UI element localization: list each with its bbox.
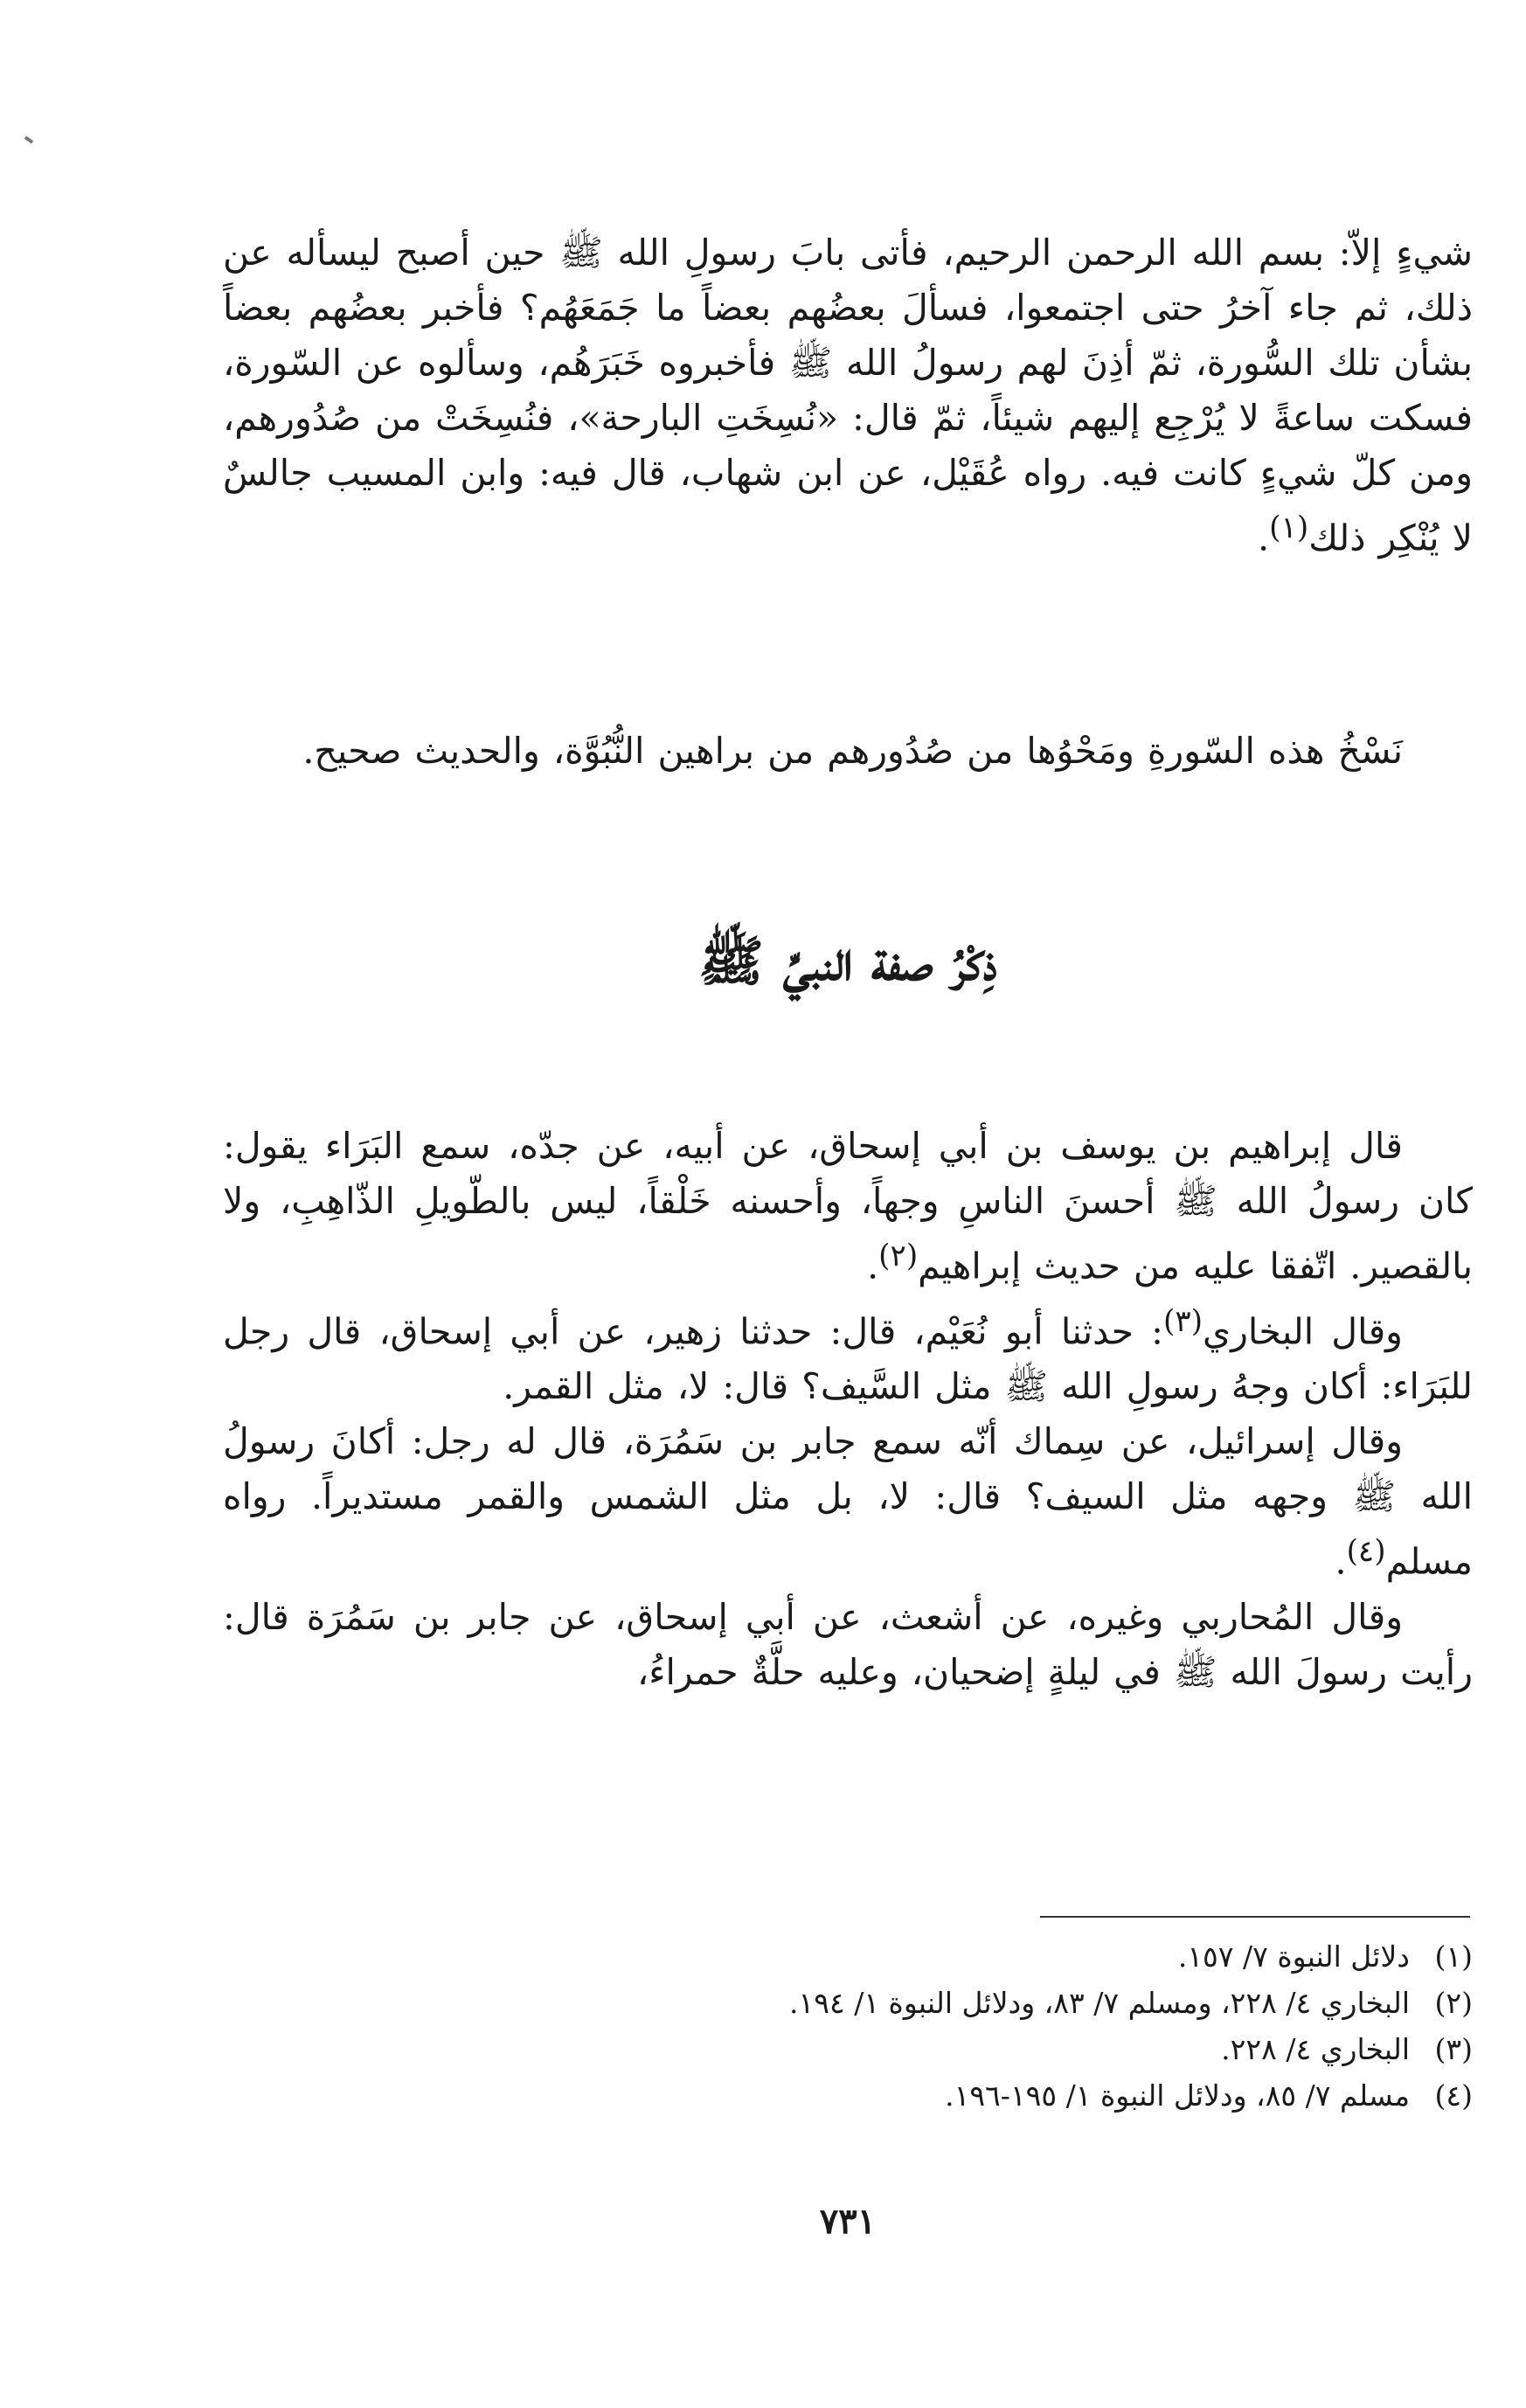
footnote-number: (٤)	[1434, 2078, 1473, 2113]
footnotes-list	[223, 1933, 1473, 2119]
body-paragraph-1-text: قال إبراهيم بن يوسف بن أبي إسحاق، عن أبيه، عن جدّه، سمع البَرَاء يقول: كان رسولُ الله ﷺ أحسنَ الناسِ وجهاً، وأحسنه خَلْقاً، ليس بالطّويلِ الذّاهِبِ، ولا بالقصير. اتّفقا عليه من حديث إبراهيم	[223, 1125, 1473, 1287]
footnote-item	[223, 2026, 1473, 2072]
footnote-text: دلائل النبوة ٧/ ١٥٧.	[1177, 1940, 1410, 1974]
body-paragraph-4: وقال المُحاربي وغيره، عن أشعث، عن أبي إسحاق، عن جابر بن سَمُرَة قال: رأيت رسولَ الله ﷺ في ليلةٍ إضحيان، وعليه حلَّةٌ حمراءُ،	[223, 1595, 1473, 1693]
footnote-item	[223, 1980, 1473, 2026]
body-paragraph-2-tail: : حدثنا أبو نُعَيْم، قال: حدثنا زهير، عن أبي إسحاق، قال رجل للبَرَاء: أكان وجهُ رسولِ الله ﷺ مثل السَّيف؟ قال: لا، مثل القمر.	[223, 1310, 1473, 1408]
body-paragraphs	[223, 1119, 1473, 1700]
body-paragraph-2	[223, 1294, 1473, 1415]
footnote-divider	[1040, 1916, 1470, 1918]
footnote-item	[223, 1933, 1473, 1980]
footnote-ref-3[interactable]: (٣)	[1163, 1303, 1203, 1339]
body-paragraph-3	[223, 1414, 1473, 1590]
footnote-text: البخاري ٤/ ٢٢٨.	[1221, 2032, 1410, 2066]
intro-paragraph-block	[223, 226, 1473, 566]
footnote-item	[223, 2072, 1473, 2119]
footnote-number: (١)	[1434, 1940, 1473, 1974]
body-paragraph-3-tail: .	[1335, 1540, 1347, 1583]
footnote-text: البخاري ٤/ ٢٢٨، ومسلم ٧/ ٨٣، ودلائل النبوة ١/ ١٩٤.	[789, 1986, 1410, 2020]
summary-paragraph-block	[223, 724, 1473, 779]
intro-paragraph: شيءٍ إلاّ: بسم الله الرحمن الرحيم، فأتى بابَ رسولِ الله ﷺ حين أصبح ليسأله عن ذلك، ثم جاء آخرُ حتى اجتمعوا، فسألَ بعضُهم بعضاً ما جَمَعَهُم؟ فأخبر بعضُهم بعضاً بشأن تلك السُّورة، ثمّ أذِنَ لهم رسولُ الله ﷺ فأخبروه خَبَرَهُم، وسألوه عن السّورة، فسكت ساعةً لا يُرْجِع إليهم شيئاً، ثمّ قال: «نُسِخَتِ البارحة»، فنُسِخَتْ من صُدُورهم، ومن كلّ شيءٍ كانت فيه. رواه عُقَيْل، عن ابن شهاب، قال فيه: وابن المسيب جالسٌ لا يُنْكِر ذلك$^{(١)}$.	[223, 232, 1473, 559]
footnote-text: مسلم ٧/ ٨٥، ودلائل النبوة ١/ ١٩٥-١٩٦.	[945, 2078, 1410, 2113]
body-paragraph-1-tail: .	[867, 1245, 879, 1287]
section-heading: ذِكْرُ صفة النبيِّ ﷺ	[698, 929, 997, 993]
footnote-ref-2[interactable]: (٢)	[878, 1239, 919, 1273]
body-paragraph-2-text: وقال البخاري	[1203, 1310, 1403, 1353]
body-paragraph-3-text: وقال إسرائيل، عن سِماك أنّه سمع جابر بن سَمُرَة، قال له رجل: أكانَ رسولُ الله ﷺ وجهه مثل السيف؟ قال: لا، بل مثل الشمس والقمر مستديراً. رواه مسلم	[223, 1420, 1473, 1583]
footnote-ref-1[interactable]: (١)	[1269, 510, 1309, 545]
footnote-number: (٢)	[1434, 1986, 1473, 2020]
body-paragraph-1	[223, 1119, 1473, 1294]
intro-text: شيءٍ إلاّ: بسم الله الرحمن الرحيم، فأتى بابَ رسولِ الله ﷺ حين أصبح ليسأله عن ذلك، ثم جاء آخرُ حتى اجتمعوا، فسألَ بعضُهم بعضاً ما جَمَعَهُم؟ فأخبر بعضُهم بعضاً بشأن تلك السُّورة، ثمّ أذِنَ لهم رسولُ الله ﷺ فأخبروه خَبَرَهُم، وسألوه عن السّورة، فسكت ساعةً لا يُرْجِع إليهم شيئاً، ثمّ قال: «نُسِخَتِ البارحة»، فنُسِخَتْ من صُدُورهم، ومن كلّ شيءٍ كانت فيه. رواه عُقَيْل، عن ابن شهاب، قال فيه: وابن المسيب جالسٌ لا يُنْكِر ذلك	[223, 232, 1473, 559]
page-number: ٧٣١	[819, 2201, 877, 2242]
footnote-number: (٣)	[1434, 2032, 1473, 2066]
scan-speck	[24, 135, 33, 143]
footnote-ref-4[interactable]: (٤)	[1346, 1534, 1386, 1570]
summary-paragraph: نَسْخُ هذه السّورةِ ومَحْوُها من صُدُورهم من براهين النُّبُوَّة، والحديث صحيح.	[302, 730, 1403, 772]
